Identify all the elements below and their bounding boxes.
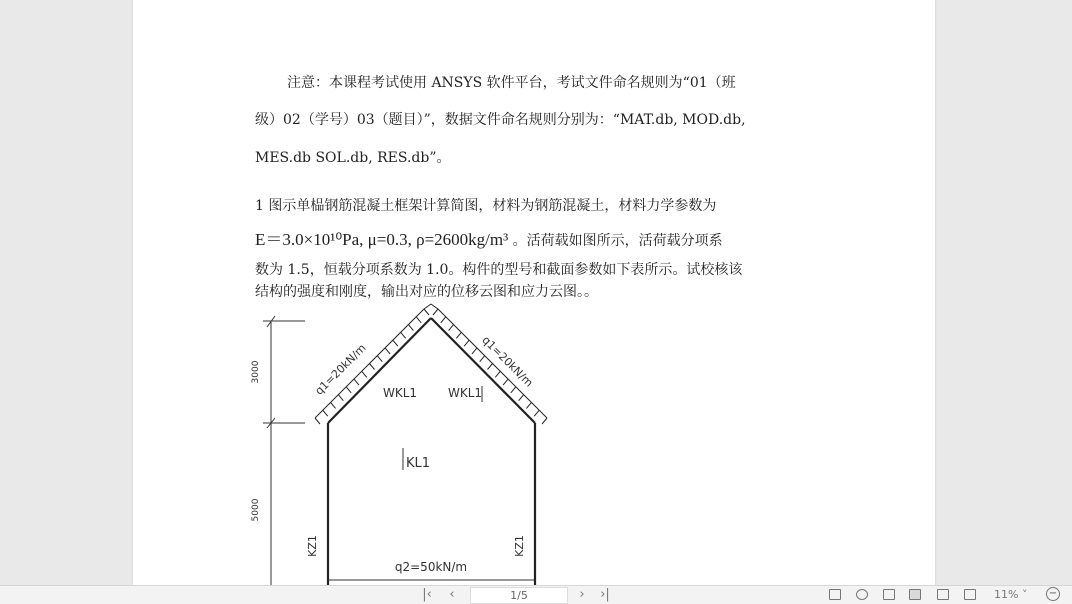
load-hatch-tick <box>456 332 461 338</box>
zoom-caret-icon: ˅ <box>1021 588 1028 601</box>
material-formula: E＝3.0×10¹⁰Pa, μ=0.3, ρ=2600kg/m³ <box>255 230 509 249</box>
load-hatch-tick <box>377 356 382 362</box>
question-1-line-1: 1 图示单榀钢筋混凝土框架计算简图，材料为钢筋混凝土，材料力学参数为 <box>255 198 717 214</box>
load-hatch-tick <box>519 395 524 401</box>
fit-width-icon[interactable] <box>883 589 895 600</box>
last-page-icon[interactable]: ›| <box>600 587 610 602</box>
load-hatch-tick <box>488 364 493 370</box>
load-hatch-tick <box>433 309 438 315</box>
zoom-out-icon[interactable]: − <box>1046 587 1060 601</box>
load-hatch-tick <box>526 402 531 408</box>
single-page-icon[interactable] <box>829 589 841 600</box>
document-page <box>133 0 935 585</box>
load-hatch-tick <box>370 364 375 370</box>
dim-label-top: 3000 <box>251 360 261 384</box>
load-hatch-tick <box>393 340 398 346</box>
status-bar <box>0 585 1072 604</box>
load-hatch-tick <box>449 325 454 331</box>
question-1-line-4: 结构的强度和刚度，输出对应的位移云图和应力云图。。 <box>255 284 598 300</box>
load-hatch-tick <box>331 402 336 408</box>
load-label-left: q1=20kN/m <box>312 341 369 398</box>
load-hatch-tick <box>441 317 446 323</box>
load-label-right: q1=20kN/m <box>479 333 536 390</box>
load-hatch-tick <box>464 340 469 346</box>
load-hatch-tick <box>346 387 351 393</box>
question-1-line-2 <box>255 225 723 250</box>
continuous-view-icon[interactable] <box>909 589 921 600</box>
load-hatch-tick <box>542 418 547 424</box>
page-number-input[interactable]: 1/5 <box>470 587 568 604</box>
beam-label-right: WKL1 <box>448 386 483 400</box>
next-page-icon[interactable]: › <box>579 587 585 602</box>
zoom-value: 11% <box>994 588 1019 601</box>
load-hatch-tick <box>503 379 508 385</box>
load-hatch-tick <box>511 387 516 393</box>
load-hatch-tick <box>480 356 485 362</box>
load-hatch-tick <box>416 317 421 323</box>
book-view-icon[interactable] <box>964 589 976 600</box>
question-1-line-3: 数为 1.5，恒载分项系数为 1.0。构件的型号和截面参数如下表所示。试校核该 <box>255 262 743 278</box>
load-hatch-tick <box>323 410 328 416</box>
fit-page-icon[interactable] <box>856 589 868 600</box>
first-page-icon[interactable]: |‹ <box>422 587 432 602</box>
column-label-right: KZ1 <box>513 535 526 557</box>
document-view-icon[interactable] <box>937 589 949 600</box>
load-hatch-tick <box>424 309 429 315</box>
prev-page-icon[interactable]: ‹ <box>449 587 455 602</box>
load-hatch-tick <box>315 418 320 424</box>
load-hatch-tick <box>401 332 406 338</box>
note-line-2: 级）02（学号）03（题目）”，数据文件命名规则分别为：“MAT.db, MOD.db, <box>255 112 746 128</box>
load-hatch-tick <box>338 395 343 401</box>
column-label-left: KZ1 <box>306 535 319 557</box>
dim-label-bottom: 5000 <box>251 498 261 522</box>
frame-diagram <box>243 300 583 585</box>
note-line-1: 注意：本课程考试使用 ANSYS 软件平台，考试文件命名规则为“01（班 <box>287 75 736 91</box>
load-hatch-tick <box>408 325 413 331</box>
beam-label-middle: KL1 <box>406 456 431 471</box>
load-hatch-tick <box>354 379 359 385</box>
load-hatch-tick <box>385 348 390 354</box>
load-label-bottom: q2=50kN/m <box>394 560 468 574</box>
load-hatch-tick <box>472 348 477 354</box>
zoom-level[interactable] <box>994 588 1027 601</box>
load-hatch-tick <box>534 410 539 416</box>
load-hatch-tick <box>362 371 367 377</box>
note-line-3: MES.db SOL.db, RES.db”。 <box>255 150 451 166</box>
beam-label-left: WKL1 <box>383 386 418 400</box>
load-hatch-tick <box>495 371 500 377</box>
question-1-line-2-tail: 。活荷载如图所示，活荷载分项系 <box>512 233 723 249</box>
